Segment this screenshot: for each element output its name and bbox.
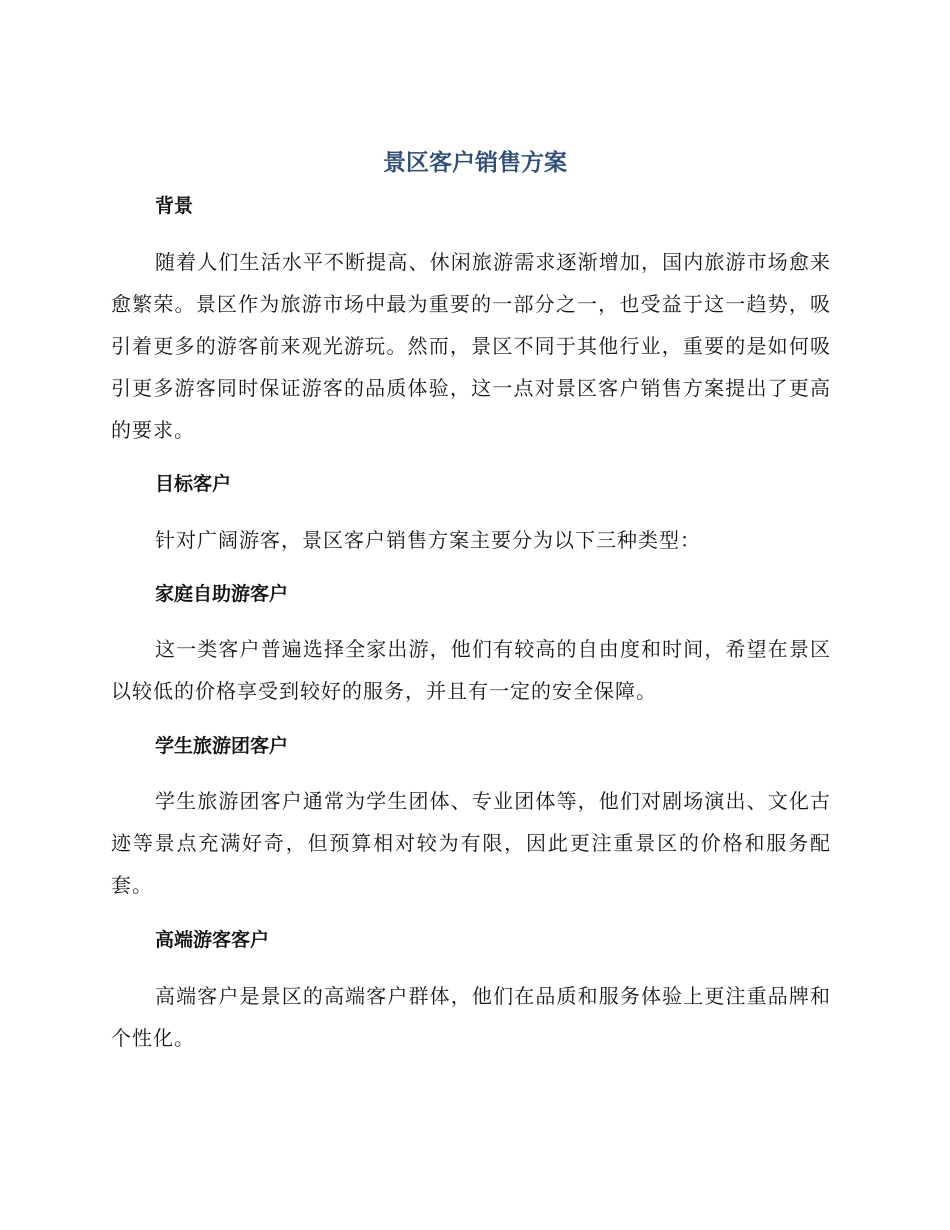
paragraph-high-end: 高端客户是景区的高端客户群体，他们在品质和服务体验上更注重品牌和个性化。 — [111, 984, 831, 1050]
section-heading-high-end: 高端游客客户 — [155, 929, 270, 951]
section-heading-background: 背景 — [155, 195, 194, 217]
paragraph-target-customers: 针对广阔游客，景区客户销售方案主要分为以下三种类型： — [155, 528, 701, 552]
section-heading-student-group: 学生旅游团客户 — [155, 735, 289, 757]
document-title: 景区客户销售方案 — [383, 150, 567, 176]
section-heading-target-customers: 目标客户 — [155, 473, 232, 495]
section-heading-family-tour: 家庭自助游客户 — [155, 583, 289, 605]
paragraph-family-tour: 这一类客户普遍选择全家出游，他们有较高的自由度和时间，希望在景区以较低的价格享受到较好的服务，并且有一定的安全保障。 — [111, 637, 831, 703]
paragraph-student-group: 学生旅游团客户通常为学生团体、专业团体等，他们对剧场演出、文化古迹等景点充满好奇，但预算相对较为有限，因此更注重景区的价格和服务配套。 — [111, 789, 831, 897]
paragraph-background: 随着人们生活水平不断提高、休闲旅游需求逐渐增加，国内旅游市场愈来愈繁荣。景区作为旅游市场中最为重要的一部分之一，也受益于这一趋势，吸引着更多的游客前来观光游玩。然而，景区不同于其他行业，重要的是如何吸引更多游客同时保证游客的品质体验，这一点对景区客户销售方案提出了更高的要求。 — [111, 250, 831, 442]
